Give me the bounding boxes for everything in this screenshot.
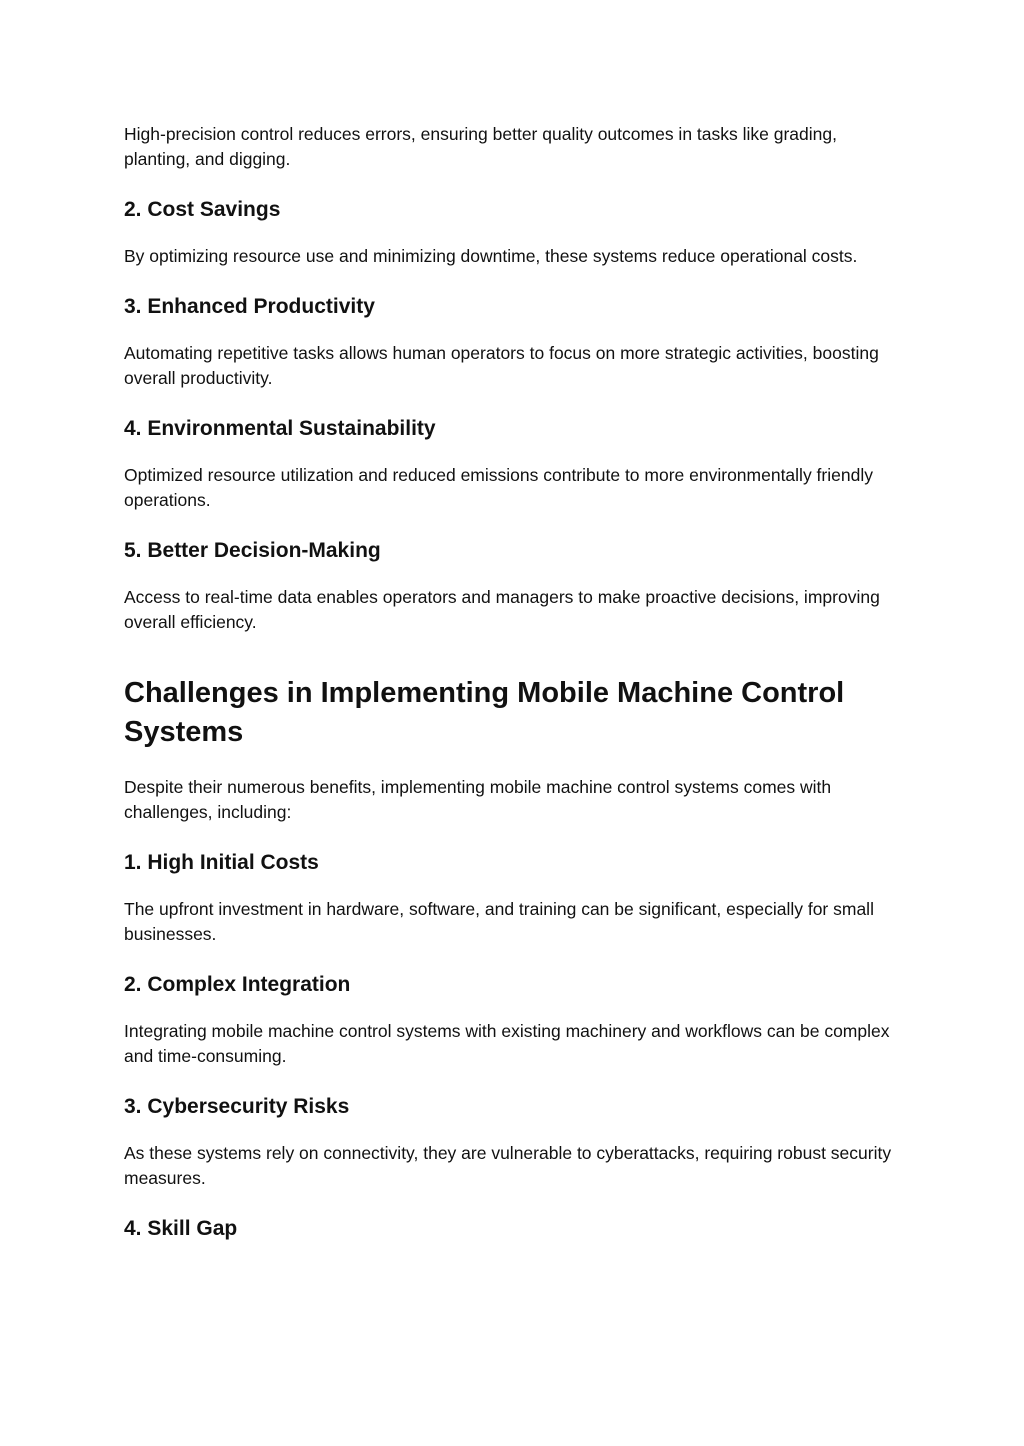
challenge-text-complex-integration: Integrating mobile machine control systems with existing machinery and workflows can be complex and time-consuming. [124,1021,890,1066]
challenge-heading-high-initial-costs: 1. High Initial Costs [124,851,319,874]
challenge-text-high-initial-costs: The upfront investment in hardware, software, and training can be significant, especially for small businesses. [124,899,874,944]
benefit-text-cost-savings: By optimizing resource use and minimizing downtime, these systems reduce operational costs. [124,246,858,266]
benefit-text-environmental-sustainability: Optimized resource utilization and reduced emissions contribute to more environmentally friendly operations. [124,465,873,510]
challenge-heading-cybersecurity-risks: 3. Cybersecurity Risks [124,1095,350,1118]
benefit-heading-environmental-sustainability: 4. Environmental Sustainability [124,417,436,440]
intro-paragraph: High-precision control reduces errors, ensuring better quality outcomes in tasks like grading, planting, and digging. [124,124,837,169]
benefit-heading-cost-savings: 2. Cost Savings [124,198,281,221]
benefit-heading-enhanced-productivity: 3. Enhanced Productivity [124,295,375,318]
challenge-heading-skill-gap: 4. Skill Gap [124,1217,238,1240]
benefit-text-enhanced-productivity: Automating repetitive tasks allows human operators to focus on more strategic activities, boosting overall productivity. [124,343,879,388]
challenges-intro: Despite their numerous benefits, implementing mobile machine control systems comes with challenges, including: [124,777,832,822]
document-page [124,122,904,1242]
challenges-section-title: Challenges in Implementing Mobile Machine Control Systems [124,677,845,748]
benefit-heading-better-decision-making: 5. Better Decision-Making [124,539,381,562]
challenge-text-cybersecurity-risks: As these systems rely on connectivity, they are vulnerable to cyberattacks, requiring robust security measures. [124,1143,892,1188]
challenge-heading-complex-integration: 2. Complex Integration [124,973,351,996]
benefit-text-better-decision-making: Access to real-time data enables operators and managers to make proactive decisions, improving overall efficiency. [124,587,880,632]
